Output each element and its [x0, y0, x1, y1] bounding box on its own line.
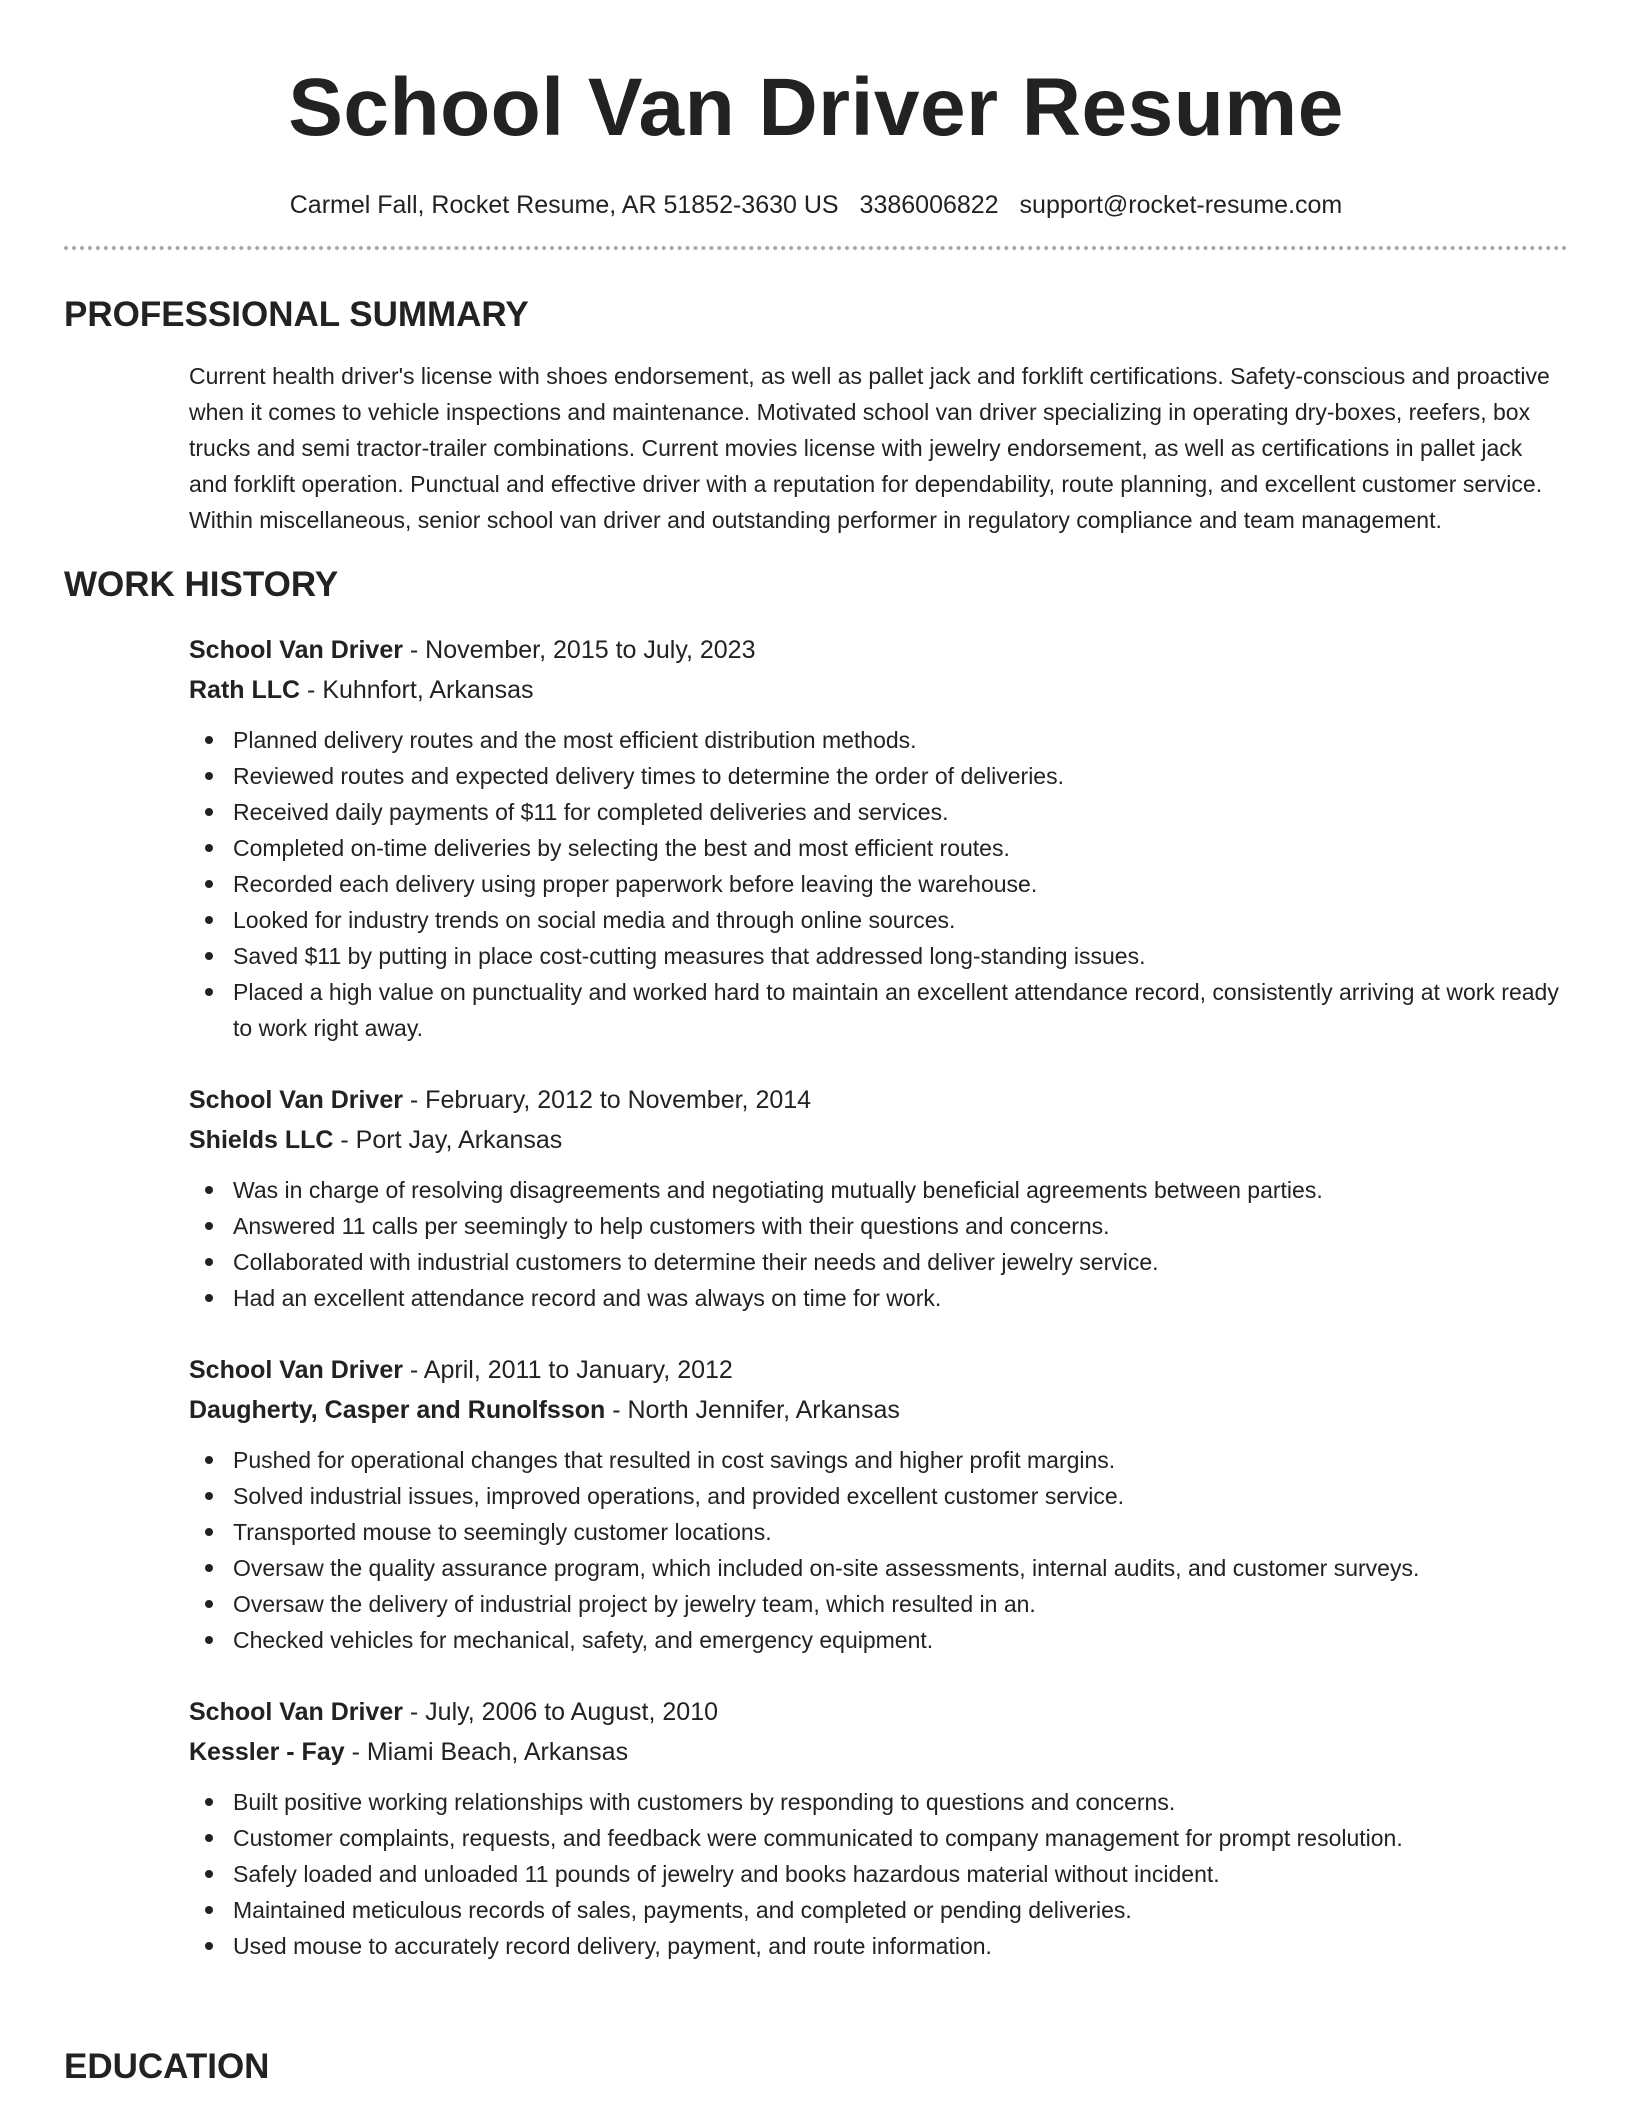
- job-company: Kessler - Fay: [189, 1738, 345, 1766]
- job-dates: - February, 2012 to November, 2014: [402, 1086, 812, 1114]
- job-location: - Kuhnfort, Arkansas: [300, 676, 534, 704]
- job-bullets: [189, 1784, 1562, 1964]
- work-history-heading: WORK HISTORY: [64, 565, 339, 604]
- job-title-line: [189, 1692, 1562, 1732]
- header-divider: [64, 246, 1568, 250]
- job-dates: - July, 2006 to August, 2010: [402, 1698, 718, 1726]
- work-history-list: [189, 630, 1562, 1964]
- job-bullet: Pushed for operational changes that resulted in cost savings and higher profit margins.: [233, 1442, 1562, 1478]
- job-entry: [189, 1692, 1562, 1964]
- job-bullet: Transported mouse to seemingly customer locations.: [233, 1514, 1562, 1550]
- job-bullet: Customer complaints, requests, and feedback were communicated to company management for prompt resolution.: [233, 1820, 1562, 1856]
- job-title: School Van Driver: [189, 1356, 403, 1384]
- job-bullet: Maintained meticulous records of sales, payments, and completed or pending deliveries.: [233, 1892, 1562, 1928]
- job-title: School Van Driver: [189, 1086, 403, 1114]
- job-bullet: Recorded each delivery using proper paperwork before leaving the warehouse.: [233, 866, 1562, 902]
- job-company-line: [189, 670, 1562, 710]
- job-location: - Miami Beach, Arkansas: [344, 1738, 629, 1766]
- job-bullet: Saved $11 by putting in place cost-cutting measures that addressed long-standing issues.: [233, 938, 1562, 974]
- job-location: - Port Jay, Arkansas: [333, 1126, 563, 1154]
- job-entry: [189, 1350, 1562, 1658]
- resume-title: School Van Driver Resume: [288, 62, 1344, 153]
- job-bullet: Planned delivery routes and the most efficient distribution methods.: [233, 722, 1562, 758]
- summary-heading: PROFESSIONAL SUMMARY: [64, 295, 529, 334]
- job-dates: - April, 2011 to January, 2012: [402, 1356, 733, 1384]
- job-bullet: Answered 11 calls per seemingly to help customers with their questions and concerns.: [233, 1208, 1562, 1244]
- job-company: Rath LLC: [189, 676, 301, 704]
- job-company: Shields LLC: [189, 1126, 334, 1154]
- job-bullet: Collaborated with industrial customers to determine their needs and deliver jewelry service.: [233, 1244, 1562, 1280]
- job-dates: - November, 2015 to July, 2023: [402, 636, 756, 664]
- job-title-line: [189, 1080, 1562, 1120]
- job-bullet: Oversaw the quality assurance program, which included on-site assessments, internal audits, and customer surveys.: [233, 1550, 1562, 1586]
- job-bullet: Looked for industry trends on social media and through online sources.: [233, 902, 1562, 938]
- job-title-line: [189, 630, 1562, 670]
- job-entry: [189, 630, 1562, 1046]
- contact-phone: 3386006822: [859, 191, 999, 219]
- job-company-line: [189, 1390, 1562, 1430]
- job-bullet: Checked vehicles for mechanical, safety, and emergency equipment.: [233, 1622, 1562, 1658]
- job-bullet: Used mouse to accurately record delivery, payment, and route information.: [233, 1928, 1562, 1964]
- job-bullet: Received daily payments of $11 for completed deliveries and services.: [233, 794, 1562, 830]
- job-title-line: [189, 1350, 1562, 1390]
- education-heading: EDUCATION: [64, 2047, 270, 2086]
- summary-text: Current health driver's license with shoes endorsement, as well as pallet jack and forklift certifications. Safety-conscious and proactive when it comes to vehicle inspections and maintenance. Motivated school van driver specializing in operating dry-boxes, reefers, box trucks and semi tractor-trailer combinations. Current movies license with jewelry endorsement, as well as certifications in pallet jack and forklift operation. Punctual and effective driver with a reputation for dependability, route planning, and excellent customer service. Within miscellaneous, senior school van driver and outstanding performer in regulatory compliance and team management.: [189, 363, 1550, 533]
- job-company-line: [189, 1732, 1562, 1772]
- contact-address: Carmel Fall, Rocket Resume, AR 51852-3630 US: [289, 191, 839, 219]
- job-location: - North Jennifer, Arkansas: [605, 1396, 900, 1424]
- job-entry: [189, 1080, 1562, 1316]
- job-bullets: [189, 1172, 1562, 1316]
- contact-line: [64, 188, 1568, 222]
- job-company: Daugherty, Casper and Runolfsson: [189, 1396, 606, 1424]
- job-bullets: [189, 1442, 1562, 1658]
- job-bullet: Was in charge of resolving disagreements and negotiating mutually beneficial agreements between parties.: [233, 1172, 1562, 1208]
- job-bullet: Safely loaded and unloaded 11 pounds of jewelry and books hazardous material without incident.: [233, 1856, 1562, 1892]
- job-bullet: Built positive working relationships with customers by responding to questions and concerns.: [233, 1784, 1562, 1820]
- job-bullet: Solved industrial issues, improved operations, and provided excellent customer service.: [233, 1478, 1562, 1514]
- job-bullet: Reviewed routes and expected delivery times to determine the order of deliveries.: [233, 758, 1562, 794]
- contact-email: support@rocket-resume.com: [1019, 191, 1343, 219]
- job-bullet: Oversaw the delivery of industrial project by jewelry team, which resulted in an.: [233, 1586, 1562, 1622]
- job-title: School Van Driver: [189, 636, 403, 664]
- job-company-line: [189, 1120, 1562, 1160]
- job-bullet: Had an excellent attendance record and was always on time for work.: [233, 1280, 1562, 1316]
- job-bullet: Placed a high value on punctuality and worked hard to maintain an excellent attendance record, consistently arriving at work ready to work right away.: [233, 974, 1562, 1046]
- job-bullet: Completed on-time deliveries by selecting the best and most efficient routes.: [233, 830, 1562, 866]
- job-bullets: [189, 722, 1562, 1046]
- job-title: School Van Driver: [189, 1698, 403, 1726]
